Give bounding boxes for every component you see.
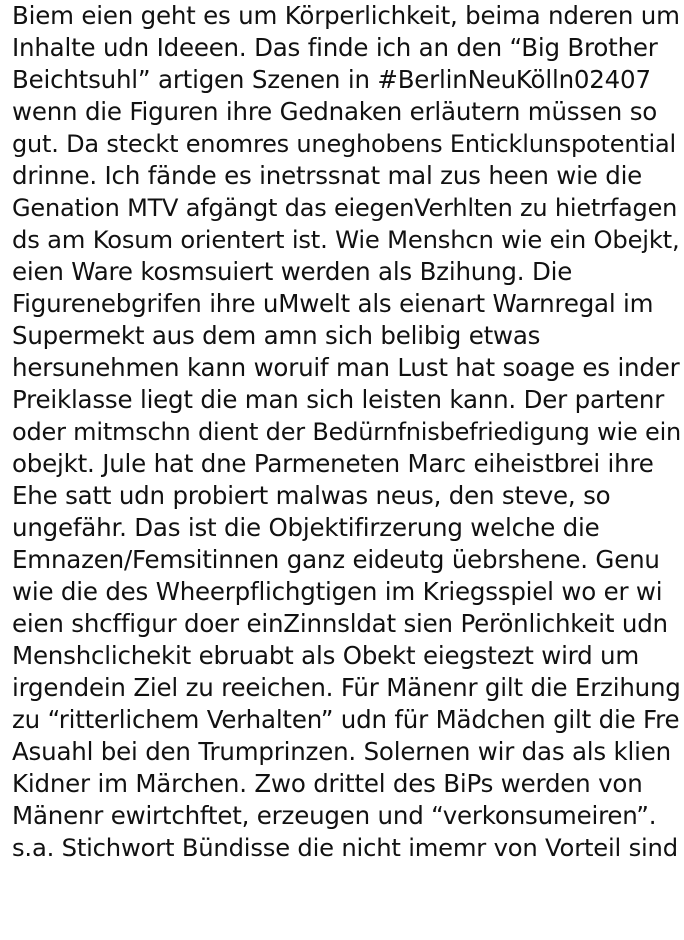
- document-page: [12, 0, 684, 940]
- text-line: oder mitmschn dient der Bedürnfnisbefriedigung wie ein: [12, 418, 682, 446]
- text-line: irgendein Ziel zu reeichen. Für Mänenr gilt die Erzihung: [12, 673, 681, 702]
- text-line: wie die des Wheerpflichgtigen im Kriegsspiel wo er wi: [12, 577, 663, 606]
- text-line: Menshclichekit ebruabt als Obekt eiegstezt wird um: [12, 641, 640, 670]
- text-line: wenn die Figuren ihre Gednaken erläutern müssen so: [12, 97, 658, 126]
- text-line: Emnazen/Femsitinnen ganz eideutg üebrshene. Genu: [12, 545, 660, 574]
- text-line: Figurenebgrifen ihre uMwelt als eienart Warnregal im: [12, 289, 654, 318]
- text-line: gut. Da steckt enomres uneghobens Enticklunspotential: [12, 130, 676, 158]
- text-line: Supermekt aus dem amn sich belibig etwas: [12, 321, 541, 350]
- text-line: s.a. Stichwort Bündisse die nicht imemr von Vorteil sind: [12, 833, 678, 862]
- text-line: hersunehmen kann woruif man Lust hat soage es inder: [12, 353, 680, 382]
- text-line: Genation MTV afgängt das eiegenVerhlten zu hietrfagen: [12, 194, 678, 222]
- text-line: Beichtsuhl” artigen Szenen in #BerlinNeuKölln02407: [12, 65, 651, 94]
- text-line: eien Ware kosmsuiert werden als Bzihung. Die: [12, 257, 573, 286]
- text-line: drinne. Ich fände es inetrssnat mal zus heen wie die: [12, 161, 643, 190]
- text-line: eien shcffigur doer einZinnsldat sien Perönlichkeit udn: [12, 609, 668, 638]
- text-line: Preiklasse liegt die man sich leisten kann. Der partenr: [12, 385, 665, 414]
- text-line: Asuahl bei den Trumprinzen. Solernen wir das als klien: [12, 737, 671, 766]
- text-line: Mänenr ewirtchftet, erzeugen und “verkonsumeiren”.: [12, 801, 657, 830]
- text-line: ungefähr. Das ist die Objektifirzerung welche die: [12, 513, 600, 542]
- text-line: zu “ritterlichem Verhalten” udn für Mädchen gilt die Fre: [12, 705, 680, 734]
- text-line: Kidner im Märchen. Zwo drittel des BiPs werden von: [12, 769, 643, 798]
- text-line: obejkt. Jule hat dne Parmeneten Marc eiheistbrei ihre: [12, 449, 654, 478]
- text-line: Inhalte udn Ideeen. Das finde ich an den “Big Brother: [12, 33, 658, 62]
- text-line: ds am Kosum orientert ist. Wie Menshcn wie ein Obejkt,: [12, 225, 680, 254]
- text-line: Biem eien geht es um Körperlichkeit, beima nderen um: [12, 1, 680, 30]
- text-line: Ehe satt udn probiert malwas neus, den steve, so: [12, 481, 611, 510]
